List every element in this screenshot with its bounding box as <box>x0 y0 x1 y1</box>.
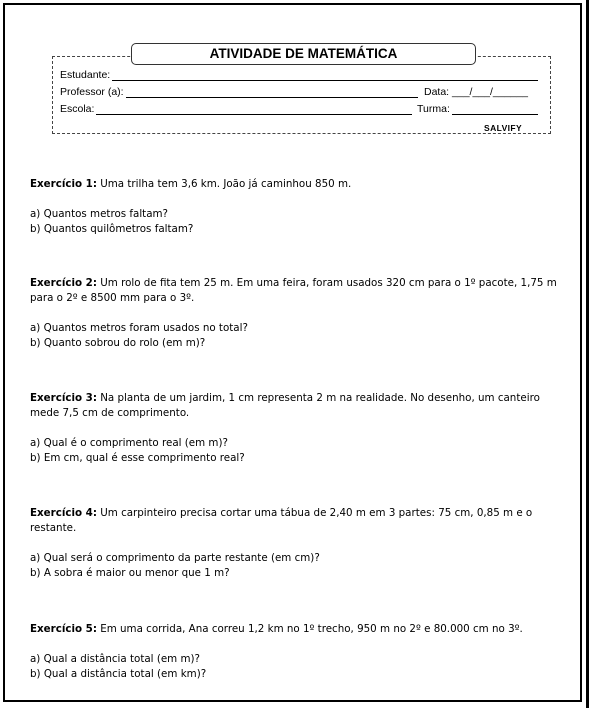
student-label: Estudante: <box>60 69 111 81</box>
student-line <box>60 69 538 81</box>
exercise-3 <box>30 391 560 466</box>
question-a: a) Qual a distância total (em m)? <box>30 653 200 665</box>
worksheet-title: ATIVIDADE DE MATEMÁTICA <box>131 43 476 65</box>
question-b: b) Quantos quilômetros faltam? <box>30 223 194 235</box>
exercise-statement: Exercício 1: Uma trilha tem 3,6 km. João já caminhou 850 m. <box>30 178 352 190</box>
question-a: a) Quantos metros faltam? <box>30 208 169 220</box>
school-line <box>60 103 412 115</box>
class-field[interactable] <box>452 104 538 115</box>
exercise-label: Exercício 4: <box>30 507 97 519</box>
exercise-statement: Exercício 4: Um carpinteiro precisa cortar uma tábua de 2,40 m em 3 partes: 75 cm, 0,85 m e o restante. <box>30 507 533 534</box>
exercise-label: Exercício 2: <box>30 277 97 289</box>
exercise-label: Exercício 3: <box>30 392 97 404</box>
question-b: b) Qual a distância total (em km)? <box>30 668 207 680</box>
school-label: Escola: <box>60 103 95 115</box>
exercise-1 <box>30 177 560 237</box>
exercise-statement: Exercício 2: Um rolo de fita tem 25 m. Em uma feira, foram usados 320 cm para o 1º pacote, 1,75 m para o 2º e 8500 mm para o 3º. <box>30 277 557 304</box>
question-b: b) A sobra é maior ou menor que 1 m? <box>30 567 230 579</box>
exercise-statement: Exercício 3: Na planta de um jardim, 1 cm representa 2 m na realidade. No desenho, um canteiro mede 7,5 cm de comprimento. <box>30 392 540 419</box>
school-field[interactable] <box>96 104 412 115</box>
brand-logo: SALVIFY <box>484 123 523 133</box>
question-a: a) Qual é o comprimento real (em m)? <box>30 437 228 449</box>
teacher-label: Professor (a): <box>60 86 124 98</box>
date-label[interactable]: Data: ___/___/______ <box>424 86 528 98</box>
class-line <box>417 103 538 115</box>
class-label: Turma: <box>417 103 450 115</box>
exercise-2 <box>30 276 560 351</box>
exercise-statement: Exercício 5: Em uma corrida, Ana correu 1,2 km no 1º trecho, 950 m no 2º e 80.000 cm no 3º. <box>30 623 523 635</box>
question-b: b) Em cm, qual é esse comprimento real? <box>30 452 245 464</box>
exercise-4 <box>30 506 560 581</box>
exercise-label: Exercício 1: <box>30 178 97 190</box>
exercise-5 <box>30 622 560 682</box>
date-line <box>424 86 528 98</box>
exercise-label: Exercício 5: <box>30 623 97 635</box>
teacher-line <box>60 86 418 98</box>
question-a: a) Qual será o comprimento da parte restante (em cm)? <box>30 552 320 564</box>
question-b: b) Quanto sobrou do rolo (em m)? <box>30 337 206 349</box>
student-field[interactable] <box>112 70 538 81</box>
teacher-field[interactable] <box>126 87 418 98</box>
question-a: a) Quantos metros foram usados no total? <box>30 322 248 334</box>
